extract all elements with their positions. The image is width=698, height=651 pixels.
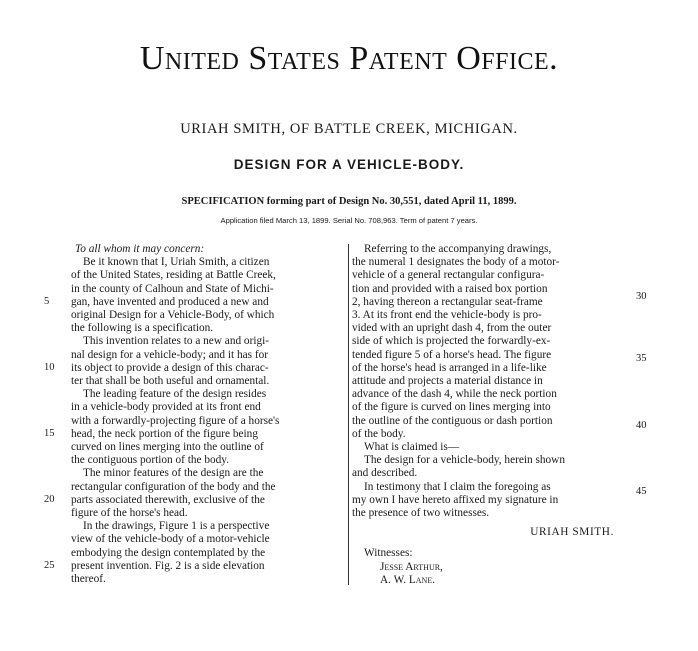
body-line: the numeral 1 designates the body of a motor- <box>352 256 560 269</box>
body-line: side of which is projected the forwardly-ex- <box>352 335 551 348</box>
body-line: thereof. <box>71 573 106 586</box>
body-line: 3. At its front end the vehicle-body is pro- <box>352 309 542 322</box>
body-line: in the county of Calhoun and State of Michi- <box>71 282 274 295</box>
body-line: vided with an upright dash 4, from the outer <box>352 322 552 335</box>
line-number: 30 <box>636 291 647 302</box>
line-number: 35 <box>636 353 647 364</box>
body-line: of the United States, residing at Battle Creek, <box>71 269 276 282</box>
body-line: Be it known that I, Uriah Smith, a citizen <box>83 256 270 269</box>
witness-name: Jesse Arthur, <box>380 560 443 573</box>
body-line: view of the vehicle-body of a motor-vehicle <box>71 533 270 546</box>
body-line: gan, have invented and produced a new and <box>71 295 269 308</box>
body-line: nal design for a vehicle-body; and it has for <box>71 348 269 361</box>
line-number: 15 <box>44 428 55 439</box>
body-line: in a vehicle-body provided at its front end <box>71 401 261 414</box>
column-divider <box>348 244 349 585</box>
body-line: figure of the horse's head. <box>71 507 188 520</box>
body-line: its object to provide a design of this charac- <box>71 361 269 374</box>
body-line: original Design for a Vehicle-Body, of which <box>71 309 275 322</box>
line-number: 10 <box>44 362 55 373</box>
body-line: The leading feature of the design resides <box>83 388 267 401</box>
body-line: embodying the design contemplated by the <box>71 546 266 559</box>
body-line: my own I have hereto affixed my signature in <box>352 493 559 506</box>
specification-line: SPECIFICATION forming part of Design No. 30,551, dated April 11, 1899. <box>181 196 517 207</box>
right-column <box>352 243 630 587</box>
body-line: In the drawings, Figure 1 is a perspective <box>83 520 270 533</box>
line-number: 20 <box>44 494 55 505</box>
body-line: the presence of two witnesses. <box>352 507 490 520</box>
body-line: of the horse's head is arranged in a life-like <box>352 361 547 374</box>
body-line: head, the neck portion of the figure being <box>71 427 258 440</box>
body-line: parts associated therewith, exclusive of the <box>71 493 265 506</box>
body-line: vehicle of a general rectangular configura- <box>352 269 545 282</box>
witness-name: A. W. Lane. <box>380 573 436 586</box>
body-line: Referring to the accompanying drawings, <box>364 243 552 255</box>
claim-intro: What is claimed is— <box>364 441 460 454</box>
body-line: present invention. Fig. 2 is a side elevation <box>71 559 265 572</box>
line-number: 40 <box>636 420 647 431</box>
design-title: DESIGN FOR A VEHICLE-BODY. <box>233 157 465 172</box>
body-line: the contiguous portion of the body. <box>71 454 230 467</box>
inventor-signature: URIAH SMITH. <box>530 526 614 539</box>
body-line: In testimony that I claim the foregoing as <box>364 480 551 493</box>
office-heading: United States Patent Office. <box>139 40 559 77</box>
body-line: curved on lines merging into the outline of <box>71 441 264 454</box>
body-line: The minor features of the design are the <box>83 467 264 480</box>
inventor-line: URIAH SMITH, OF BATTLE CREEK, MICHIGAN. <box>180 121 518 137</box>
body-line: advance of the dash 4, while the neck portion <box>352 388 557 401</box>
body-line: ter that shall be both useful and ornamental. <box>71 375 270 388</box>
salutation: To all whom it may concern: <box>75 243 205 255</box>
line-number: 45 <box>636 486 647 497</box>
body-line: tion and provided with a raised box portion <box>352 282 548 295</box>
line-number: 5 <box>44 296 50 307</box>
body-line: and described. <box>352 467 418 480</box>
body-line: 2, having thereon a rectangular seat-frame <box>352 295 543 308</box>
body-line: This invention relates to a new and origi- <box>83 335 270 348</box>
body-line: of the body. <box>352 427 406 440</box>
body-line: rectangular configuration of the body and the <box>71 480 276 493</box>
body-line: tended figure 5 of a horse's head. The figure <box>352 348 552 361</box>
body-line: with a forwardly-projecting figure of a horse's <box>71 414 280 427</box>
application-line: Application filed March 13, 1899. Serial No. 708,963. Term of patent 7 years. <box>220 216 478 225</box>
left-column <box>71 243 345 586</box>
body-line: of the figure is curved on lines merging into <box>352 401 551 414</box>
witnesses-label: Witnesses: <box>364 547 413 560</box>
body-line: attitude and projects a material distance in <box>352 375 543 388</box>
body-line: the outline of the contiguous or dash portion <box>352 414 553 427</box>
line-number: 25 <box>44 560 55 571</box>
claim-text: The design for a vehicle-body, herein shown <box>364 454 565 467</box>
body-line: the following is a specification. <box>71 322 214 335</box>
